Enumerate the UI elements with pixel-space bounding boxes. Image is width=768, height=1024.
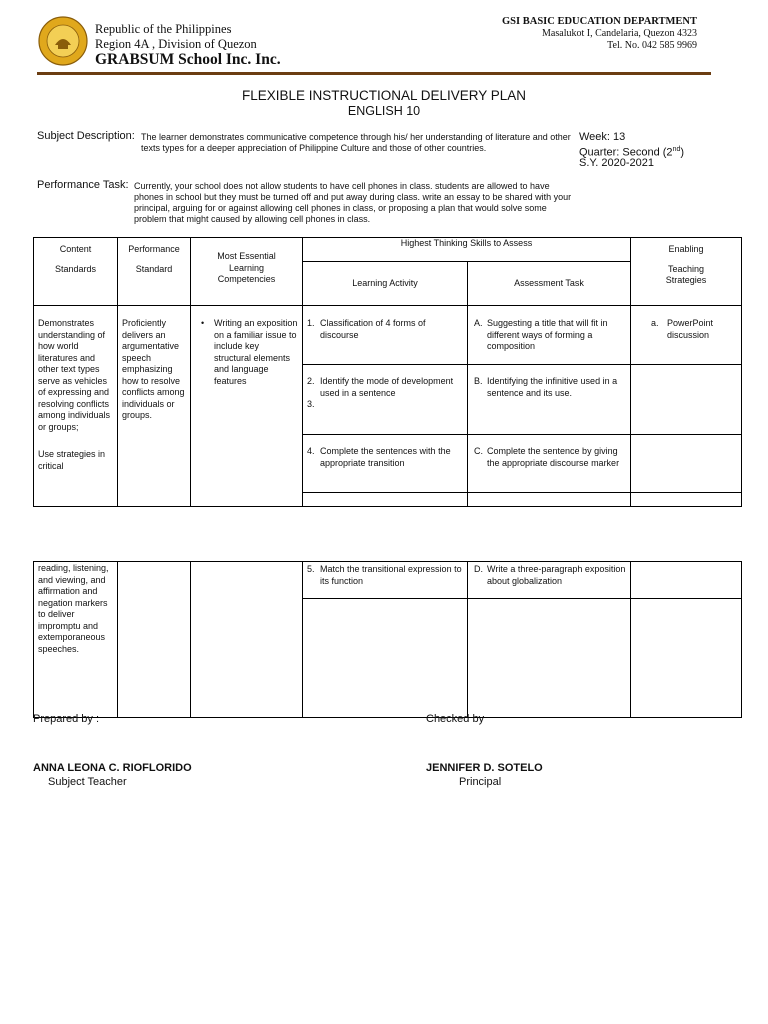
strategy-cell-empty bbox=[631, 493, 742, 507]
performance-standard-header bbox=[118, 238, 191, 306]
competencies-header-line1: Most Essential bbox=[217, 251, 276, 261]
preparer-role: Subject Teacher bbox=[48, 776, 127, 788]
strategy-letter: a. bbox=[651, 318, 659, 328]
strategy-item bbox=[631, 306, 741, 341]
plan-table-continued bbox=[33, 561, 742, 718]
checker-role: Principal bbox=[459, 776, 502, 788]
assessment-letter: A. bbox=[474, 318, 483, 328]
activity-number: 3. bbox=[307, 399, 315, 409]
content-standards-text-continued: Use strategies in critical bbox=[38, 449, 106, 471]
activity-text bbox=[320, 399, 463, 411]
activity-item-5 bbox=[303, 562, 467, 587]
assessment-text: Complete the sentence by giving the appropriate discourse marker bbox=[487, 446, 620, 468]
higher-thinking-header bbox=[303, 238, 631, 262]
assessment-item-a bbox=[468, 306, 630, 353]
assessment-item-b bbox=[468, 365, 630, 399]
department-block bbox=[502, 16, 697, 52]
content-standards-cell-continued bbox=[34, 562, 118, 718]
higher-thinking-header-text: Highest Thinking Skills to Assess bbox=[400, 238, 533, 248]
school-seal-logo bbox=[38, 16, 88, 66]
assessment-task-header: Assessment Task bbox=[468, 262, 631, 306]
strategy-cell-3 bbox=[631, 435, 742, 493]
activity-cell-blank bbox=[303, 599, 468, 718]
assessment-cell-blank bbox=[468, 599, 631, 718]
competencies-header-line3: Competencies bbox=[217, 274, 276, 284]
subject-description-label: Subject Description: bbox=[37, 130, 135, 142]
activity-number: 2. bbox=[307, 376, 315, 386]
competency-item bbox=[191, 306, 302, 387]
department-name: GSI BASIC EDUCATION DEPARTMENT bbox=[502, 16, 697, 27]
activity-item-4 bbox=[303, 435, 467, 469]
strategy-cell-blank bbox=[631, 599, 742, 718]
enabling-header-line3: Strategies bbox=[665, 275, 707, 285]
activity-item-3 bbox=[303, 399, 467, 411]
activity-text: Classification of 4 forms of discourse bbox=[320, 318, 426, 340]
competency-cell-continued bbox=[191, 562, 303, 718]
performance-standard-text: Proficiently delivers an argumentative speech emphasizing how to resolve conflicts among individuals or groups. bbox=[122, 318, 185, 420]
subject-description-text: The learner demonstrates communicative competence through his/ her understanding of literature and other texts types for a deeper appreciation of Philippine Culture and those of other countries. bbox=[141, 132, 571, 153]
page-title: FLEXIBLE INSTRUCTIONAL DELIVERY PLAN bbox=[241, 88, 527, 103]
content-standards-header bbox=[34, 238, 118, 306]
content-standards-header-line2: Standards bbox=[54, 263, 97, 274]
competency-cell bbox=[191, 306, 303, 507]
checker-name: JENNIFER D. SOTELO bbox=[426, 762, 543, 774]
activity-cell-empty bbox=[303, 493, 468, 507]
week-label: Week: 13 bbox=[579, 131, 626, 143]
checked-by-label: Checked by bbox=[426, 713, 485, 725]
plan-table bbox=[33, 237, 742, 507]
assessment-letter: B. bbox=[474, 376, 483, 386]
strategy-text: PowerPoint discussion bbox=[667, 318, 714, 340]
strategy-cell-2 bbox=[631, 365, 742, 435]
content-standards-cell bbox=[34, 306, 118, 507]
prepared-by-label: Prepared by : bbox=[33, 713, 100, 725]
content-standards-header-line1: Content bbox=[59, 244, 92, 254]
activity-number: 1. bbox=[307, 318, 315, 328]
assessment-text: Write a three-paragraph exposition about globalization bbox=[487, 564, 626, 586]
assessment-text: Identifying the infinitive used in a sentence and its use. bbox=[487, 376, 618, 398]
assessment-cell-empty bbox=[468, 493, 631, 507]
activity-item-2 bbox=[303, 365, 467, 399]
activity-text: Complete the sentences with the appropriate transition bbox=[320, 446, 451, 468]
assessment-cell-b bbox=[468, 365, 631, 435]
activity-number: 5. bbox=[307, 564, 315, 574]
performance-task-text: Currently, your school does not allow students to have cell phones in class. students are allowed to have phones in school but they must be turned off and put away during class. write an essay to be shared with your principal, arguing for or against allowing cell phones in class, or proposing a plan that would solve some problem that might caused by allowing cell phones in class. bbox=[134, 181, 572, 224]
activity-item-1 bbox=[303, 306, 467, 341]
bullet-icon: • bbox=[201, 318, 205, 328]
assessment-letter: C. bbox=[474, 446, 483, 456]
content-standards-text-end: reading, listening, and viewing, and affirmation and negation markers to deliver impromptu and extemporaneous speeches. bbox=[38, 563, 109, 654]
enabling-header-line1: Enabling bbox=[668, 244, 704, 254]
activity-text: Identify the mode of development used in a sentence bbox=[320, 376, 454, 398]
activity-cell-1 bbox=[303, 306, 468, 365]
school-name: GRABSUM School Inc. Inc. bbox=[95, 51, 281, 68]
assessment-item-c bbox=[468, 435, 630, 469]
competencies-header bbox=[191, 238, 303, 306]
page-subtitle: ENGLISH 10 bbox=[347, 104, 421, 118]
competency-text: Writing an exposition on a familiar issue to include key structural elements and language features bbox=[214, 318, 298, 386]
quarter-text: Quarter: Second (2 bbox=[579, 146, 673, 159]
strategy-cell-4 bbox=[631, 562, 742, 599]
enabling-strategies-header bbox=[631, 238, 742, 306]
performance-standard-cell-continued bbox=[118, 562, 191, 718]
assessment-cell-a bbox=[468, 306, 631, 365]
performance-standard-header-line1: Performance bbox=[128, 244, 180, 254]
activity-number: 4. bbox=[307, 446, 315, 456]
republic-line: Republic of the Philippines bbox=[95, 22, 232, 36]
strategy-cell-1 bbox=[631, 306, 742, 365]
quarter-close: ) bbox=[680, 146, 685, 159]
assessment-letter: D. bbox=[474, 564, 483, 574]
assessment-item-d bbox=[468, 562, 630, 587]
preparer-name: ANNA LEONA C. RIOFLORIDO bbox=[33, 762, 192, 774]
activity-cell-2 bbox=[303, 365, 468, 435]
performance-task-label: Performance Task: bbox=[37, 179, 129, 191]
content-standards-text: Demonstrates understanding of how world literatures and other text types serve as vehicles of expressing and resolving conflicts among individuals or groups; bbox=[38, 318, 111, 432]
activity-cell-4 bbox=[303, 435, 468, 493]
quarter-superscript: nd bbox=[672, 146, 681, 153]
assessment-cell-c bbox=[468, 435, 631, 493]
performance-standard-header-line2: Standard bbox=[135, 263, 173, 274]
competencies-header-line2: Learning bbox=[228, 262, 265, 273]
activity-text: Match the transitional expression to its function bbox=[320, 564, 462, 586]
activity-cell-5 bbox=[303, 562, 468, 599]
region-line: Region 4A , Division of Quezon bbox=[95, 37, 257, 51]
school-year-label: S.Y. 2020-2021 bbox=[579, 157, 655, 169]
department-telephone: Tel. No. 042 585 9969 bbox=[607, 40, 697, 51]
header-republic-lines bbox=[95, 22, 257, 52]
enabling-header-line2: Teaching bbox=[667, 263, 705, 274]
assessment-cell-d bbox=[468, 562, 631, 599]
department-address: Masalukot I, Candelaria, Quezon 4323 bbox=[542, 28, 697, 39]
learning-activity-header: Learning Activity bbox=[303, 262, 468, 306]
performance-standard-cell bbox=[118, 306, 191, 507]
header-divider bbox=[37, 72, 711, 75]
assessment-text: Suggesting a title that will fit in different ways of forming a composition bbox=[487, 318, 608, 351]
